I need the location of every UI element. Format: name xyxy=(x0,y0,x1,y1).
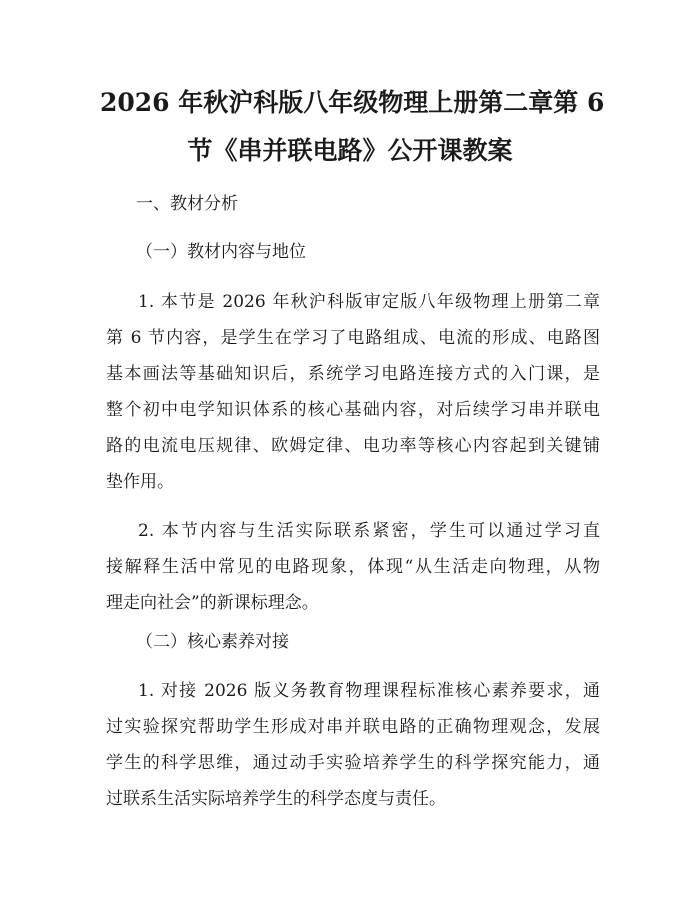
paragraph-2-line: 2. 本节内容与生活实际联系紧密，学生可以通过学习直 xyxy=(138,521,600,541)
subsection-heading-core-literacy: （二）核心素养对接 xyxy=(136,632,289,652)
paragraph-3-line: 过实验探究帮助学生形成对串并联电路的正确物理观念，发展 xyxy=(106,717,600,737)
paragraph-2-line: 理走向社会”的新课标理念。 xyxy=(106,593,319,613)
paragraph-3-line: 过联系生活实际培养学生的科学态度与责任。 xyxy=(106,789,446,809)
section-heading-teaching-material-analysis: 一、教材分析 xyxy=(136,194,238,214)
paragraph-1-line: 垫作用。 xyxy=(106,472,174,492)
paragraph-1-line: 路的电流电压规律、欧姆定律、电功率等核心内容起到关键铺 xyxy=(106,436,600,456)
paragraph-1-line: 1. 本节是 2026 年秋沪科版审定版八年级物理上册第二章 xyxy=(138,292,600,312)
paragraph-2-line: 接解释生活中常见的电路现象，体现“从生活走向物理，从物 xyxy=(106,557,600,577)
paragraph-1-line: 基本画法等基础知识后，系统学习电路连接方式的入门课，是 xyxy=(106,364,600,384)
document-title-line-2: 节《串并联电路》公开课教案 xyxy=(187,136,513,165)
subsection-heading-content-and-status: （一）教材内容与地位 xyxy=(136,242,306,262)
paragraph-1-line: 第 6 节内容，是学生在学习了电路组成、电流的形成、电路图 xyxy=(106,328,600,348)
paragraph-1-line: 整个初中电学知识体系的核心基础内容，对后续学习串并联电 xyxy=(106,400,600,420)
paragraph-3-line: 学生的科学思维，通过动手实验培养学生的科学探究能力，通 xyxy=(106,753,600,773)
paragraph-3-line: 1. 对接 2026 版义务教育物理课程标准核心素养要求，通 xyxy=(138,681,600,701)
document-title-line-1: 2026 年秋沪科版八年级物理上册第二章第 6 xyxy=(100,88,605,117)
